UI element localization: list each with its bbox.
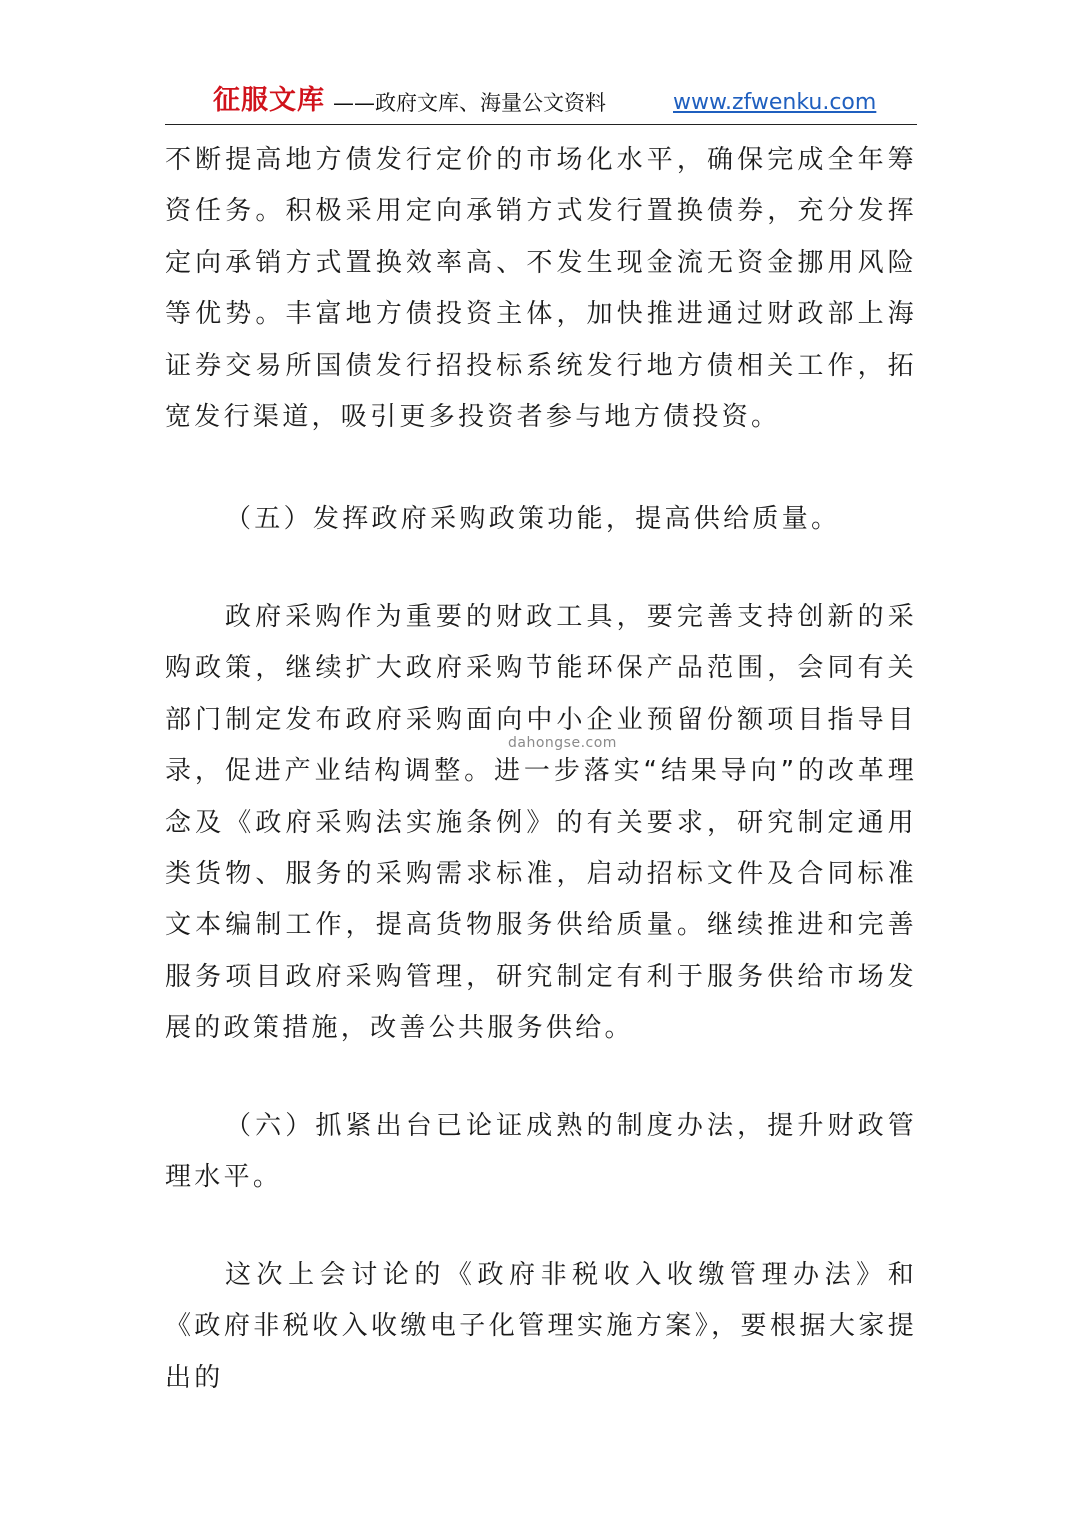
site-url-link[interactable]: www.zfwenku.com — [673, 90, 877, 115]
brand-logo-text: 征服文库 — [213, 85, 325, 116]
section-heading-6: （六）抓紧出台已论证成熟的制度办法，提升财政管理水平。 — [165, 1111, 917, 1193]
paragraph-nontax: 这次上会讨论的《政府非税收入收缴管理办法》和《政府非税收入收缴电子化管理实施方案》，要根据大家提出的 — [165, 1260, 917, 1393]
page-header — [165, 84, 917, 124]
paragraph-continued: 不断提高地方债发行定价的市场化水平，确保完成全年筹资任务。积极采用定向承销方式发行置换债券，充分发挥定向承销方式置换效率高、不发生现金流无资金挪用风险等优势。丰富地方债投资主体，加快推进通过财政部上海证券交易所国债发行招投标系统发行地方债相关工作，拓宽发行渠道，吸引更多投资者参与地方债投资。 — [165, 145, 917, 433]
paragraph-procurement: 政府采购作为重要的财政工具，要完善支持创新的采购政策，继续扩大政府采购节能环保产品范围，会同有关部门制定发布政府采购面向中小企业预留份额项目指导目录，促进产业结构调整。进一步落实“结果导向”的改革理念及《政府采购法实施条例》的有关要求，研究制定通用类货物、服务的采购需求标准，启动招标文件及合同标准文本编制工作，提高货物服务供给质量。继续推进和完善服务项目政府采购管理，研究制定有利于服务供给市场发展的政策措施，改善公共服务供给。 — [165, 602, 917, 1044]
header-divider — [165, 124, 917, 125]
section-heading-5: （五）发挥政府采购政策功能，提高供给质量。 — [225, 504, 841, 534]
header-tagline: ——政府文库、海量公文资料 — [333, 91, 606, 115]
watermark: dahongse.com — [508, 735, 617, 751]
